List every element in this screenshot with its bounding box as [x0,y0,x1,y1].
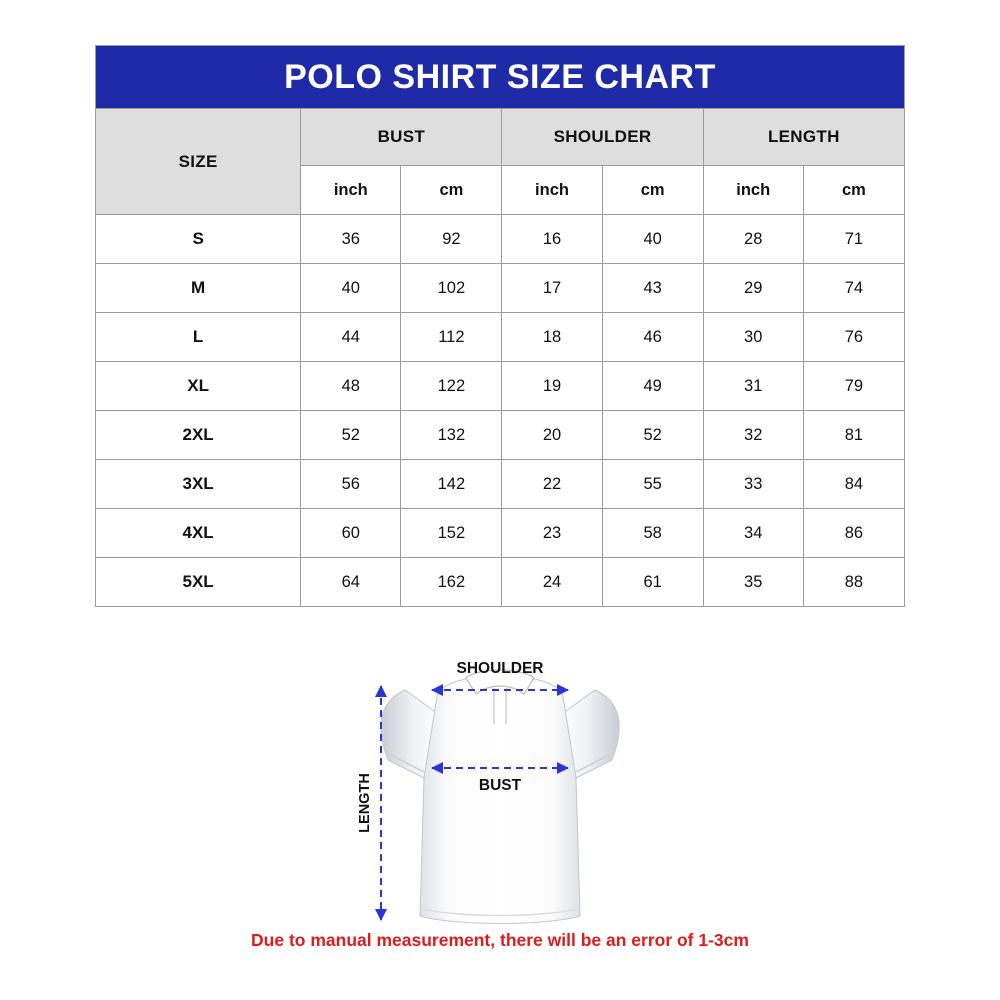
cell-shoulder-cm: 55 [602,460,703,509]
cell-shoulder-cm: 40 [602,215,703,264]
cell-length-inch: 28 [703,215,803,264]
cell-size: M [96,264,301,313]
cell-shoulder-cm: 52 [602,411,703,460]
cell-shoulder-inch: 19 [502,362,602,411]
cell-length-inch: 33 [703,460,803,509]
cell-length-cm: 88 [803,558,904,607]
length-label: LENGTH [357,773,373,833]
column-header-bust: BUST [301,109,502,166]
cell-bust-inch: 56 [301,460,401,509]
shoulder-label: SHOULDER [456,660,544,677]
bust-label: BUST [478,777,522,794]
cell-bust-inch: 36 [301,215,401,264]
cell-shoulder-inch: 24 [502,558,602,607]
cell-bust-inch: 52 [301,411,401,460]
cell-bust-cm: 162 [401,558,502,607]
cell-bust-cm: 112 [401,313,502,362]
unit-header-bust-cm: cm [401,166,502,215]
cell-shoulder-cm: 58 [602,509,703,558]
cell-size: 5XL [96,558,301,607]
cell-bust-cm: 122 [401,362,502,411]
measurement-note: Due to manual measurement, there will be an error of 1-3cm [251,930,749,950]
cell-shoulder-inch: 20 [502,411,602,460]
cell-bust-inch: 40 [301,264,401,313]
table-row [96,460,905,509]
cell-shoulder-cm: 43 [602,264,703,313]
cell-bust-cm: 102 [401,264,502,313]
column-header-size: SIZE [96,109,301,215]
cell-bust-cm: 142 [401,460,502,509]
cell-length-cm: 81 [803,411,904,460]
unit-header-bust-inch: inch [301,166,401,215]
cell-bust-inch: 60 [301,509,401,558]
cell-shoulder-inch: 16 [502,215,602,264]
cell-bust-inch: 48 [301,362,401,411]
table-group-header-row [96,109,905,166]
table-row [96,509,905,558]
cell-shoulder-cm: 49 [602,362,703,411]
cell-size: 4XL [96,509,301,558]
measurement-diagram [0,628,1000,938]
unit-header-length-inch: inch [703,166,803,215]
cell-length-inch: 31 [703,362,803,411]
cell-length-inch: 30 [703,313,803,362]
table-row [96,215,905,264]
cell-size: 3XL [96,460,301,509]
cell-bust-inch: 64 [301,558,401,607]
size-chart-table-wrapper [95,45,905,607]
table-title-row [96,46,905,109]
shirt-body [420,676,580,924]
cell-length-inch: 35 [703,558,803,607]
cell-length-cm: 76 [803,313,904,362]
cell-length-inch: 34 [703,509,803,558]
table-row [96,264,905,313]
cell-size: S [96,215,301,264]
unit-header-shoulder-cm: cm [602,166,703,215]
cell-length-cm: 86 [803,509,904,558]
table-row [96,558,905,607]
cell-length-cm: 74 [803,264,904,313]
column-header-length: LENGTH [703,109,904,166]
table-row [96,411,905,460]
cell-length-cm: 71 [803,215,904,264]
cell-shoulder-cm: 46 [602,313,703,362]
page-title: POLO SHIRT SIZE CHART [96,46,905,109]
cell-size: L [96,313,301,362]
cell-length-cm: 84 [803,460,904,509]
cell-bust-cm: 152 [401,509,502,558]
cell-shoulder-inch: 22 [502,460,602,509]
table-row [96,362,905,411]
unit-header-length-cm: cm [803,166,904,215]
cell-length-inch: 32 [703,411,803,460]
cell-bust-cm: 132 [401,411,502,460]
cell-bust-inch: 44 [301,313,401,362]
unit-header-shoulder-inch: inch [502,166,602,215]
size-chart-table [95,45,905,607]
cell-size: XL [96,362,301,411]
cell-size: 2XL [96,411,301,460]
table-row [96,313,905,362]
column-header-shoulder: SHOULDER [502,109,703,166]
polo-shirt-illustration [381,670,619,924]
cell-shoulder-inch: 23 [502,509,602,558]
cell-bust-cm: 92 [401,215,502,264]
cell-shoulder-inch: 17 [502,264,602,313]
cell-shoulder-cm: 61 [602,558,703,607]
cell-length-cm: 79 [803,362,904,411]
cell-shoulder-inch: 18 [502,313,602,362]
cell-length-inch: 29 [703,264,803,313]
